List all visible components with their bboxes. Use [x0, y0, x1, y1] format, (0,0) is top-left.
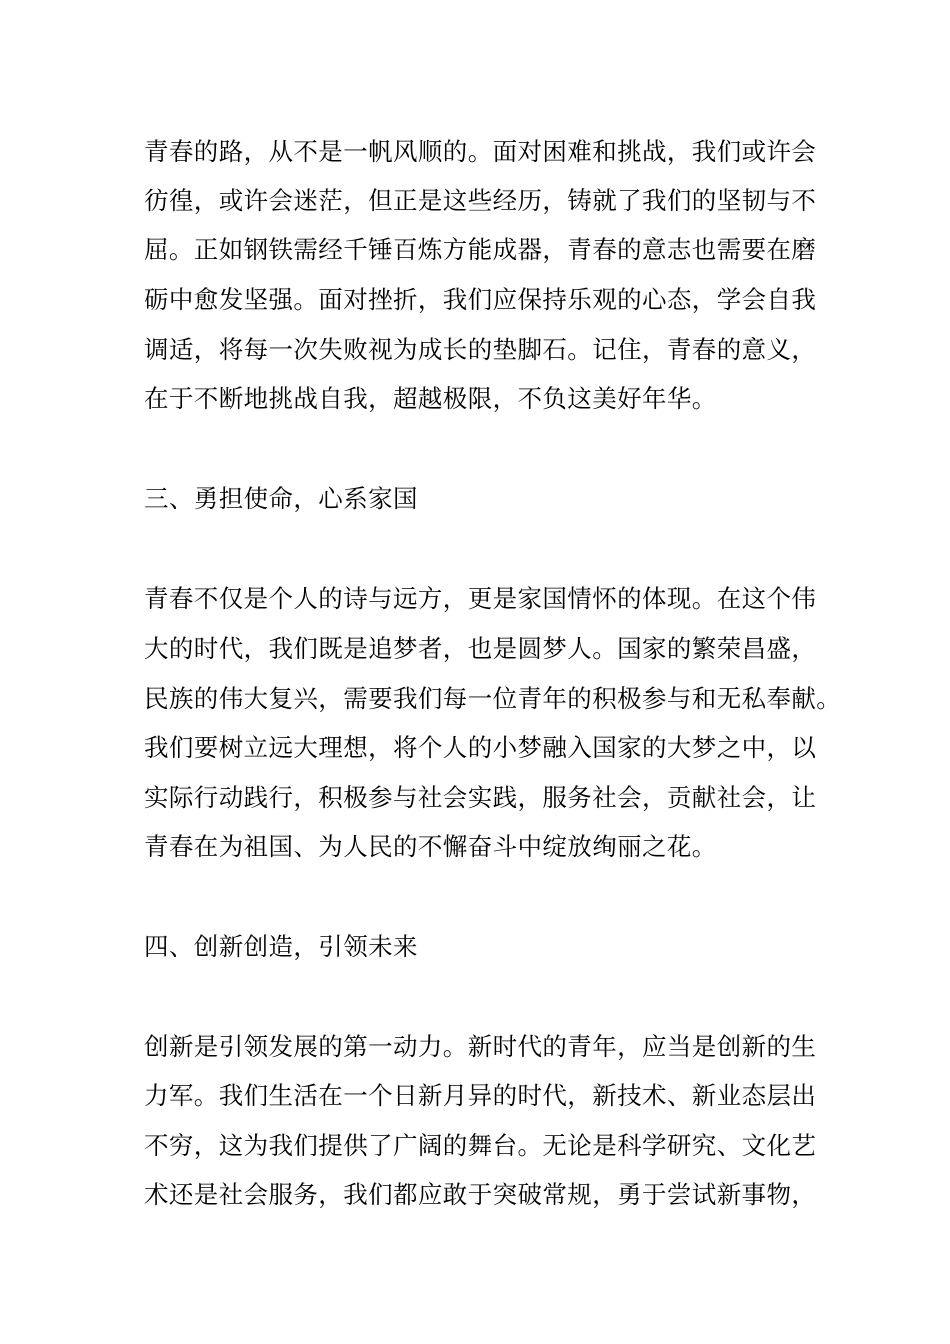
- paragraph-2-line-6: 青春在为祖国、为人民的不懈奋斗中绽放绚丽之花。: [144, 832, 717, 861]
- paragraph-2-line-2: 大的时代，我们既是追梦者，也是圆梦人。国家的繁荣昌盛，: [144, 634, 817, 663]
- paragraph-2-line-3: 民族的伟大复兴，需要我们每一位青年的积极参与和无私奉献。: [144, 684, 842, 713]
- paragraph-1-line-5: 调适，将每一次失败视为成长的垫脚石。记住，青春的意义，: [144, 335, 817, 364]
- paragraph-3-line-2: 力军。我们生活在一个日新月异的时代，新技术、新业态层出: [144, 1081, 817, 1110]
- paragraph-3-line-3: 不穷，这为我们提供了广阔的舞台。无论是科学研究、文化艺: [144, 1131, 817, 1160]
- paragraph-1-line-3: 屈。正如钢铁需经千锤百炼方能成器，青春的意志也需要在磨: [144, 235, 817, 264]
- section-heading-3: 三、勇担使命，心系家国: [144, 484, 418, 513]
- paragraph-1-line-6: 在于不断地挑战自我，超越极限，不负这美好年华。: [144, 384, 717, 413]
- paragraph-2-line-4: 我们要树立远大理想，将个人的小梦融入国家的大梦之中，以: [144, 733, 817, 762]
- paragraph-1-line-1: 青春的路，从不是一帆风顺的。面对困难和挑战，我们或许会: [144, 137, 817, 166]
- paragraph-2-line-5: 实际行动践行，积极参与社会实践，服务社会，贡献社会，让: [144, 783, 817, 812]
- paragraph-3-line-4: 术还是社会服务，我们都应敢于突破常规，勇于尝试新事物，: [144, 1180, 817, 1209]
- paragraph-1-line-4: 砺中愈发坚强。面对挫折，我们应保持乐观的心态，学会自我: [144, 285, 817, 314]
- paragraph-3-line-1: 创新是引领发展的第一动力。新时代的青年，应当是创新的生: [144, 1032, 817, 1061]
- section-heading-4: 四、创新创造，引领未来: [144, 932, 418, 961]
- paragraph-1-line-2: 彷徨，或许会迷茫，但正是这些经历，铸就了我们的坚韧与不: [144, 186, 817, 215]
- paragraph-2-line-1: 青春不仅是个人的诗与远方，更是家国情怀的体现。在这个伟: [144, 584, 817, 613]
